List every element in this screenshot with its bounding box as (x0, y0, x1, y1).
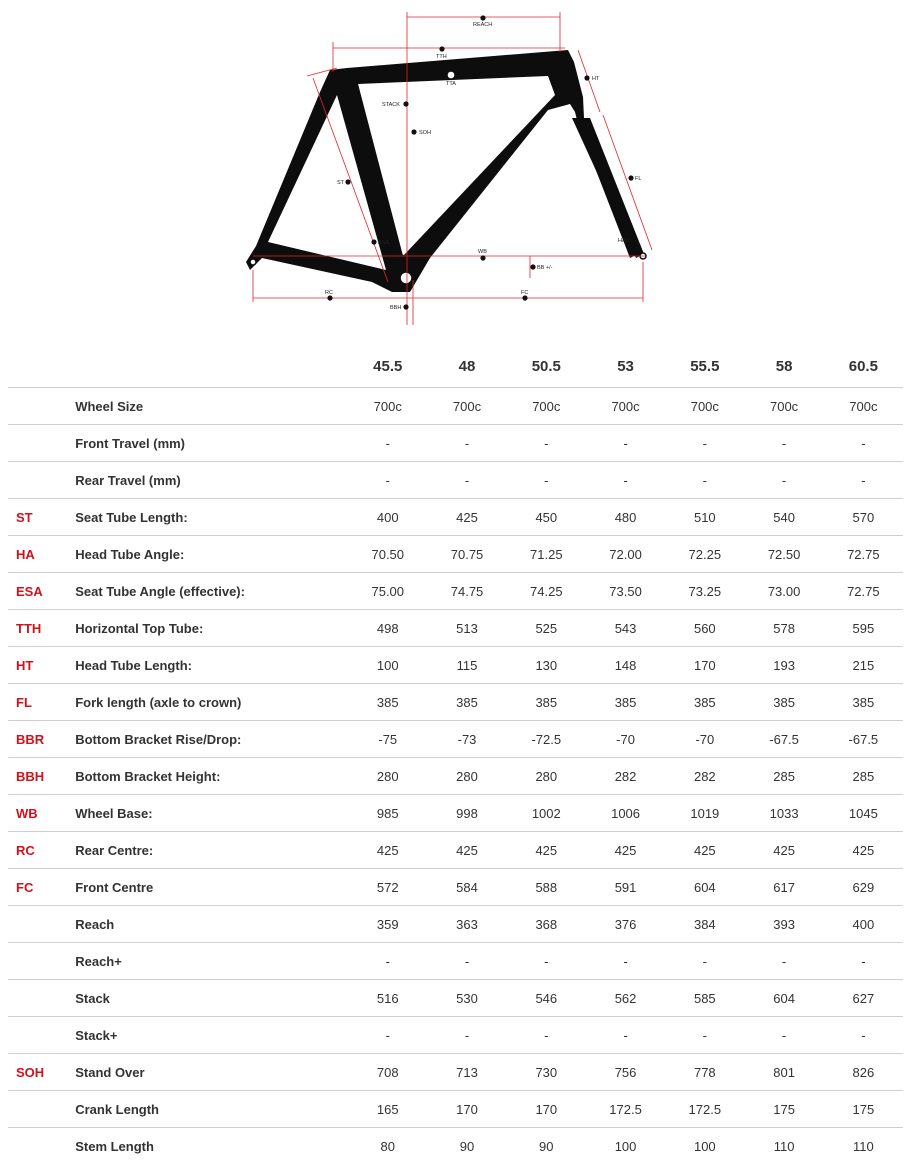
row-value: - (824, 425, 903, 462)
row-value: - (665, 943, 744, 980)
size-header: 48 (427, 345, 506, 388)
row-value: 148 (586, 647, 665, 684)
row-value: 530 (427, 980, 506, 1017)
row-value: - (744, 1017, 823, 1054)
row-value: 385 (427, 684, 506, 721)
row-value: 130 (507, 647, 586, 684)
row-value: - (744, 462, 823, 499)
row-value: 572 (348, 869, 427, 906)
row-value: 75.00 (348, 573, 427, 610)
row-abbreviation: ESA (8, 573, 75, 610)
row-value: - (427, 425, 506, 462)
row-value: - (744, 943, 823, 980)
row-value: 170 (427, 1091, 506, 1128)
row-label: Wheel Base: (75, 795, 348, 832)
row-label: Head Tube Length: (75, 647, 348, 684)
row-value: 700c (586, 388, 665, 425)
row-value: 998 (427, 795, 506, 832)
label-rc: RC (325, 290, 333, 296)
row-value: -72.5 (507, 721, 586, 758)
row-value: 1002 (507, 795, 586, 832)
row-abbreviation: FC (8, 869, 75, 906)
row-value: 578 (744, 610, 823, 647)
row-value: 425 (348, 832, 427, 869)
row-value: 73.50 (586, 573, 665, 610)
row-value: -67.5 (824, 721, 903, 758)
row-value: 285 (744, 758, 823, 795)
row-value: 700c (348, 388, 427, 425)
row-value: 540 (744, 499, 823, 536)
label-soh: SOH (419, 130, 431, 136)
row-value: - (348, 1017, 427, 1054)
row-value: 385 (507, 684, 586, 721)
row-abbreviation (8, 906, 75, 943)
row-value: 425 (586, 832, 665, 869)
table-row (8, 980, 903, 1017)
row-value: 700c (507, 388, 586, 425)
label-st: ST (337, 180, 345, 186)
size-header: 55.5 (665, 345, 744, 388)
row-value: 1045 (824, 795, 903, 832)
row-value: 425 (824, 832, 903, 869)
row-label: Seat Tube Angle (effective): (75, 573, 348, 610)
row-value: - (665, 462, 744, 499)
header-abbr (8, 345, 75, 388)
row-value: 584 (427, 869, 506, 906)
rear-dropout (250, 259, 256, 265)
table-row (8, 388, 903, 425)
row-value: -70 (665, 721, 744, 758)
row-value: 384 (665, 906, 744, 943)
table-row (8, 573, 903, 610)
row-abbreviation (8, 388, 75, 425)
row-abbreviation: HT (8, 647, 75, 684)
frame-geometry-diagram (0, 0, 905, 335)
row-value: -75 (348, 721, 427, 758)
row-value: -67.5 (744, 721, 823, 758)
row-abbreviation: HA (8, 536, 75, 573)
row-value: 100 (348, 647, 427, 684)
row-abbreviation (8, 980, 75, 1017)
table-row (8, 647, 903, 684)
row-value: - (348, 943, 427, 980)
row-value: 165 (348, 1091, 427, 1128)
table-row (8, 536, 903, 573)
row-value: 74.25 (507, 573, 586, 610)
row-value: 450 (507, 499, 586, 536)
row-value: 90 (427, 1128, 506, 1164)
table-row (8, 906, 903, 943)
row-value: - (507, 943, 586, 980)
row-value: 425 (427, 499, 506, 536)
row-value: 708 (348, 1054, 427, 1091)
row-abbreviation (8, 1091, 75, 1128)
row-value: 498 (348, 610, 427, 647)
row-value: 778 (665, 1054, 744, 1091)
size-header: 53 (586, 345, 665, 388)
row-abbreviation: RC (8, 832, 75, 869)
row-value: - (507, 1017, 586, 1054)
geometry-table (8, 345, 903, 1164)
row-value: 175 (744, 1091, 823, 1128)
row-value: - (427, 1017, 506, 1054)
row-value: 73.00 (744, 573, 823, 610)
row-value: 110 (824, 1128, 903, 1164)
row-value: 70.50 (348, 536, 427, 573)
row-value: - (507, 462, 586, 499)
row-value: 480 (586, 499, 665, 536)
label-ha: HA (618, 238, 626, 244)
label-tth: TTH (436, 54, 447, 60)
row-value: - (824, 1017, 903, 1054)
row-abbreviation (8, 943, 75, 980)
row-value: 425 (744, 832, 823, 869)
table-row (8, 610, 903, 647)
row-value: 562 (586, 980, 665, 1017)
row-label: Horizontal Top Tube: (75, 610, 348, 647)
row-value: 591 (586, 869, 665, 906)
row-label: Front Travel (mm) (75, 425, 348, 462)
table-row (8, 425, 903, 462)
size-header-row (8, 345, 903, 388)
row-value: 570 (824, 499, 903, 536)
row-value: 604 (744, 980, 823, 1017)
label-tta: TTA (446, 81, 456, 87)
row-abbreviation: TTH (8, 610, 75, 647)
row-label: Stack+ (75, 1017, 348, 1054)
row-value: 585 (665, 980, 744, 1017)
row-abbreviation (8, 425, 75, 462)
row-label: Bottom Bracket Rise/Drop: (75, 721, 348, 758)
row-value: 385 (665, 684, 744, 721)
label-wb: WB (478, 249, 487, 255)
row-value: 700c (744, 388, 823, 425)
row-value: 363 (427, 906, 506, 943)
row-abbreviation (8, 1017, 75, 1054)
row-value: 1019 (665, 795, 744, 832)
table-row (8, 1091, 903, 1128)
row-value: 175 (824, 1091, 903, 1128)
row-value: 359 (348, 906, 427, 943)
row-value: 425 (665, 832, 744, 869)
row-value: 700c (665, 388, 744, 425)
row-value: 282 (665, 758, 744, 795)
table-row (8, 758, 903, 795)
table-row (8, 721, 903, 758)
label-asa: ASA (378, 240, 389, 246)
row-value: 617 (744, 869, 823, 906)
row-value: 730 (507, 1054, 586, 1091)
table-row (8, 943, 903, 980)
row-value: 595 (824, 610, 903, 647)
row-label: Head Tube Angle: (75, 536, 348, 573)
row-value: 393 (744, 906, 823, 943)
row-value: 72.75 (824, 573, 903, 610)
row-value: 385 (348, 684, 427, 721)
row-label: Wheel Size (75, 388, 348, 425)
row-abbreviation (8, 1128, 75, 1164)
row-value: 170 (665, 647, 744, 684)
row-value: 72.50 (744, 536, 823, 573)
row-value: - (348, 425, 427, 462)
table-row (8, 869, 903, 906)
header-label (75, 345, 348, 388)
label-stack: STACK (382, 102, 400, 108)
row-value: 115 (427, 647, 506, 684)
row-value: 368 (507, 906, 586, 943)
row-label: Fork length (axle to crown) (75, 684, 348, 721)
row-value: 80 (348, 1128, 427, 1164)
row-value: 400 (348, 499, 427, 536)
row-label: Stand Over (75, 1054, 348, 1091)
row-value: - (586, 943, 665, 980)
row-value: 425 (427, 832, 506, 869)
row-value: 525 (507, 610, 586, 647)
row-abbreviation: WB (8, 795, 75, 832)
row-value: 376 (586, 906, 665, 943)
row-value: 400 (824, 906, 903, 943)
row-value: - (427, 943, 506, 980)
size-header: 58 (744, 345, 823, 388)
row-value: 70.75 (427, 536, 506, 573)
row-label: Bottom Bracket Height: (75, 758, 348, 795)
table-row (8, 499, 903, 536)
row-value: -70 (586, 721, 665, 758)
row-value: 72.75 (824, 536, 903, 573)
row-value: 826 (824, 1054, 903, 1091)
row-value: 516 (348, 980, 427, 1017)
table-row (8, 795, 903, 832)
row-value: 282 (586, 758, 665, 795)
row-value: 510 (665, 499, 744, 536)
table-row (8, 1054, 903, 1091)
row-value: 385 (824, 684, 903, 721)
row-value: 72.00 (586, 536, 665, 573)
row-value: 385 (586, 684, 665, 721)
row-abbreviation: SOH (8, 1054, 75, 1091)
row-value: 513 (427, 610, 506, 647)
row-value: - (744, 425, 823, 462)
row-value: 71.25 (507, 536, 586, 573)
row-value: 588 (507, 869, 586, 906)
row-label: Reach+ (75, 943, 348, 980)
row-value: 72.25 (665, 536, 744, 573)
row-value: - (824, 462, 903, 499)
label-reach: REACH (473, 22, 492, 28)
row-value: 170 (507, 1091, 586, 1128)
row-value: -73 (427, 721, 506, 758)
row-value: 700c (427, 388, 506, 425)
row-value: 1033 (744, 795, 823, 832)
label-ht: HT (592, 76, 600, 82)
row-label: Rear Travel (mm) (75, 462, 348, 499)
size-header: 45.5 (348, 345, 427, 388)
label-bbh: BBH (390, 305, 401, 311)
table-row (8, 832, 903, 869)
row-value: 280 (348, 758, 427, 795)
row-label: Reach (75, 906, 348, 943)
row-value: 90 (507, 1128, 586, 1164)
row-value: 172.5 (665, 1091, 744, 1128)
row-value: - (586, 425, 665, 462)
row-abbreviation: BBR (8, 721, 75, 758)
row-value: 385 (744, 684, 823, 721)
row-value: 110 (744, 1128, 823, 1164)
size-header: 60.5 (824, 345, 903, 388)
row-abbreviation: ST (8, 499, 75, 536)
row-value: - (507, 425, 586, 462)
row-label: Rear Centre: (75, 832, 348, 869)
tta-marker (447, 71, 455, 79)
row-value: 193 (744, 647, 823, 684)
fork (572, 118, 644, 258)
row-label: Crank Length (75, 1091, 348, 1128)
row-value: 629 (824, 869, 903, 906)
row-value: - (665, 425, 744, 462)
row-value: 713 (427, 1054, 506, 1091)
bottom-bracket-center (400, 272, 412, 284)
table-row (8, 1128, 903, 1164)
row-value: 756 (586, 1054, 665, 1091)
label-fl: FL (635, 176, 641, 182)
row-value: 801 (744, 1054, 823, 1091)
row-value: 285 (824, 758, 903, 795)
row-value: 560 (665, 610, 744, 647)
row-value: - (348, 462, 427, 499)
row-value: 100 (665, 1128, 744, 1164)
size-header: 50.5 (507, 345, 586, 388)
row-value: 280 (507, 758, 586, 795)
row-label: Front Centre (75, 869, 348, 906)
row-value: 172.5 (586, 1091, 665, 1128)
row-value: 425 (507, 832, 586, 869)
table-row (8, 684, 903, 721)
row-value: 100 (586, 1128, 665, 1164)
label-fc: FC (521, 290, 528, 296)
row-value: 280 (427, 758, 506, 795)
row-value: 73.25 (665, 573, 744, 610)
row-value: 546 (507, 980, 586, 1017)
row-value: 74.75 (427, 573, 506, 610)
row-value: 985 (348, 795, 427, 832)
row-value: 700c (824, 388, 903, 425)
row-value: - (427, 462, 506, 499)
row-value: - (586, 462, 665, 499)
row-abbreviation (8, 462, 75, 499)
row-value: - (665, 1017, 744, 1054)
row-value: 627 (824, 980, 903, 1017)
row-value: 215 (824, 647, 903, 684)
row-value: 604 (665, 869, 744, 906)
table-row (8, 462, 903, 499)
row-value: 1006 (586, 795, 665, 832)
label-bb: BB +/- (537, 265, 553, 271)
row-value: 543 (586, 610, 665, 647)
row-abbreviation: BBH (8, 758, 75, 795)
row-label: Stem Length (75, 1128, 348, 1164)
row-value: - (824, 943, 903, 980)
row-value: - (586, 1017, 665, 1054)
table-row (8, 1017, 903, 1054)
row-label: Stack (75, 980, 348, 1017)
row-label: Seat Tube Length: (75, 499, 348, 536)
row-abbreviation: FL (8, 684, 75, 721)
